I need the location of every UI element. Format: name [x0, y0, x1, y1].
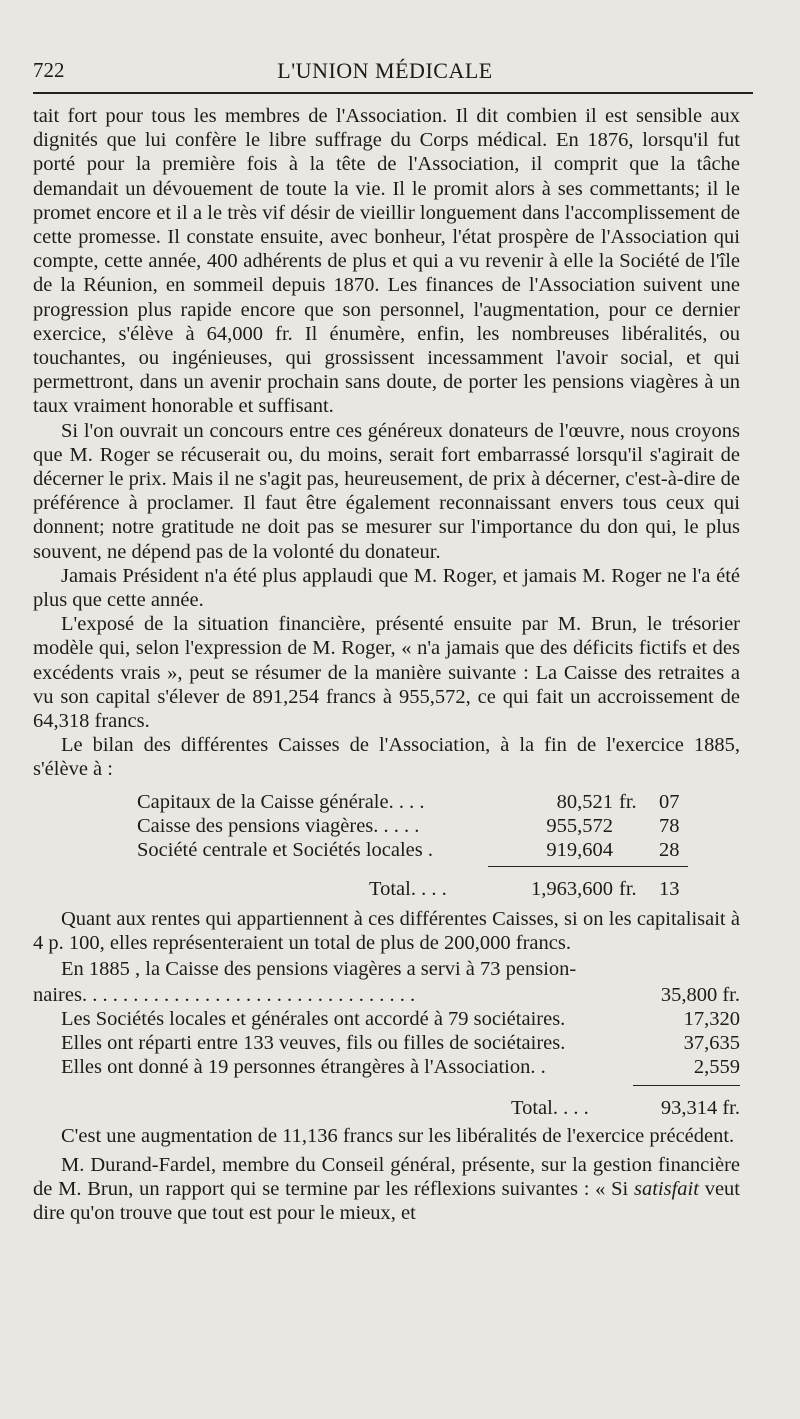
pensions-list — [33, 983, 740, 1120]
total-row — [33, 877, 740, 901]
row-label: Société centrale et Sociétés locales . — [137, 838, 433, 861]
balance-table — [33, 790, 740, 901]
text-run: M. Durand-Fardel, membre du Conseil général, présente, sur la gestion financière de M. Brun, un rapport qui se termine par les réflexions suivantes : « Si — [33, 1153, 740, 1200]
total-cents: 13 — [659, 877, 680, 900]
page-header — [0, 52, 800, 92]
list-item — [33, 1007, 740, 1031]
running-title: L'UNION MÉDICALE — [277, 58, 493, 83]
row-cents: 07 — [659, 790, 680, 813]
row-cents: 28 — [659, 838, 680, 861]
row-label: Capitaux de la Caisse générale. . . . — [137, 790, 425, 813]
text-run: veut dire qu'on trouve que tout est pour le mieux, et — [33, 1177, 740, 1224]
row-amount: 80,521 — [556, 790, 613, 813]
table-row — [33, 838, 740, 862]
total-unit: fr. — [619, 877, 637, 900]
row-amount: 919,604 — [546, 838, 613, 861]
page-number: 722 — [33, 58, 65, 82]
paragraph: C'est une augmentation de 11,136 francs sur les libéralités de l'exercice précédent. — [61, 1125, 735, 1148]
table-row — [33, 790, 740, 814]
row-label: Caisse des pensions viagères. . . . . — [137, 814, 420, 837]
total-label: Total. . . . — [511, 1097, 589, 1120]
item-label: Les Sociétés locales et générales ont accordé à 79 sociétaires. — [61, 1008, 566, 1031]
item-value: 2,559 — [693, 1056, 740, 1079]
paragraph: L'exposé de la situation financière, présenté ensuite par M. Brun, le trésorier modèle qui, selon l'expression de M. Roger, « n'a jamais que des déficits fictifs et des excédents vrais », peut se résumer de la manière suivante : La Caisse des retraites a vu son capital s'élever de 891,254 francs à 955,572, ce qui fait un accroissement de 64,318 francs. — [33, 613, 740, 733]
paragraph: Le bilan des différentes Caisses de l'Association, à la fin de l'exercice 1885, s'élève à : — [33, 734, 740, 781]
item-value: 37,635 — [683, 1032, 740, 1055]
total-label: Total. . . . — [369, 877, 447, 900]
total-value: 93,314 fr. — [660, 1097, 740, 1120]
total-rule — [633, 1085, 740, 1086]
item-value: 35,800 fr. — [660, 984, 740, 1007]
item-label: Elles ont donné à 19 personnes étrangères à l'Association. . — [61, 1056, 546, 1079]
paragraph: Jamais Président n'a été plus applaudi que M. Roger, et jamais M. Roger ne l'a été plus que cette année. — [33, 564, 740, 612]
paragraph: tait fort pour tous les membres de l'Association. Il dit combien il est sensible aux dignités que lui confère le libre suffrage du Corps médical. En 1876, lorsqu'il fut porté pour la première fois à la tête de l'Association, il comprit que la tâche demandait un dévouement de toute la vie. Il le promit alors à ses commettants; il le promet encore et il a le très vif désir de vieillir longuement dans l'accomplissement de cette promesse. Il constate ensuite, avec bonheur, l'état prospère de l'Association qui compte, cette année, 400 adhérents de plus et qui a vu revenir à elle la Société de l'île de la Réunion, en sommeil depuis 1870. Les finances de l'Association suivent une progression plus rapide encore que son personnel, l'augmentation, pour ce dernier exercice, s'élève à 64,000 fr. Il énumère, enfin, les nombreuses libéralités, ou touchantes, ou ingénieuses, qui grossissent incessamment l'avoir social, et qui permettront, dans un avenir prochain sans doute, de porter les pensions viagères à un taux vraiment honorable et suffisant. — [33, 105, 740, 418]
table-row — [33, 814, 740, 838]
row-amount: 955,572 — [546, 814, 613, 837]
header-rule — [33, 92, 753, 94]
row-cents: 78 — [659, 814, 680, 837]
item-label: Elles ont réparti entre 133 veuves, fils ou filles de sociétaires. — [61, 1032, 566, 1055]
body-text — [33, 104, 740, 1225]
item-value: 17,320 — [683, 1008, 740, 1031]
paragraph: Quant aux rentes qui appartiennent à ces différentes Caisses, si on les capitalisait à 4 p. 100, elles représenteraient un total de plus de 200,000 francs. — [33, 907, 740, 954]
total-amount: 1,963,600 — [531, 877, 613, 900]
item-label: naires. . . . . . . . . . . . . . . . . . . . . . . . . . . . . . . . . — [33, 984, 416, 1007]
paragraph: Si l'on ouvrait un concours entre ces généreux donateurs de l'œuvre, nous croyons que M. Roger se récuserait ou, du moins, serait fort embarrassé lorsqu'il s'agirait de décerner le prix. Mais il ne s'agit pas, heureusement, de prix à décerner, c'est-à-dire de préférence à proclamer. Il faut être également reconnaissant envers tous ceux qui donnent; notre gratitude ne doit pas se mesurer sur l'importance du don qui, le plus souvent, ne dépend pas de la volonté du donateur. — [33, 419, 740, 563]
total-rule — [488, 866, 688, 867]
total-row — [33, 1096, 740, 1120]
list-item — [33, 1031, 740, 1055]
pensions-intro: En 1885 , la Caisse des pensions viagères a servi à 73 pension- — [61, 958, 577, 981]
paragraph — [33, 1153, 740, 1226]
italic-word: satisfait — [634, 1177, 699, 1200]
list-item — [33, 1055, 740, 1079]
list-item — [33, 983, 740, 1007]
row-unit: fr. — [619, 790, 637, 813]
